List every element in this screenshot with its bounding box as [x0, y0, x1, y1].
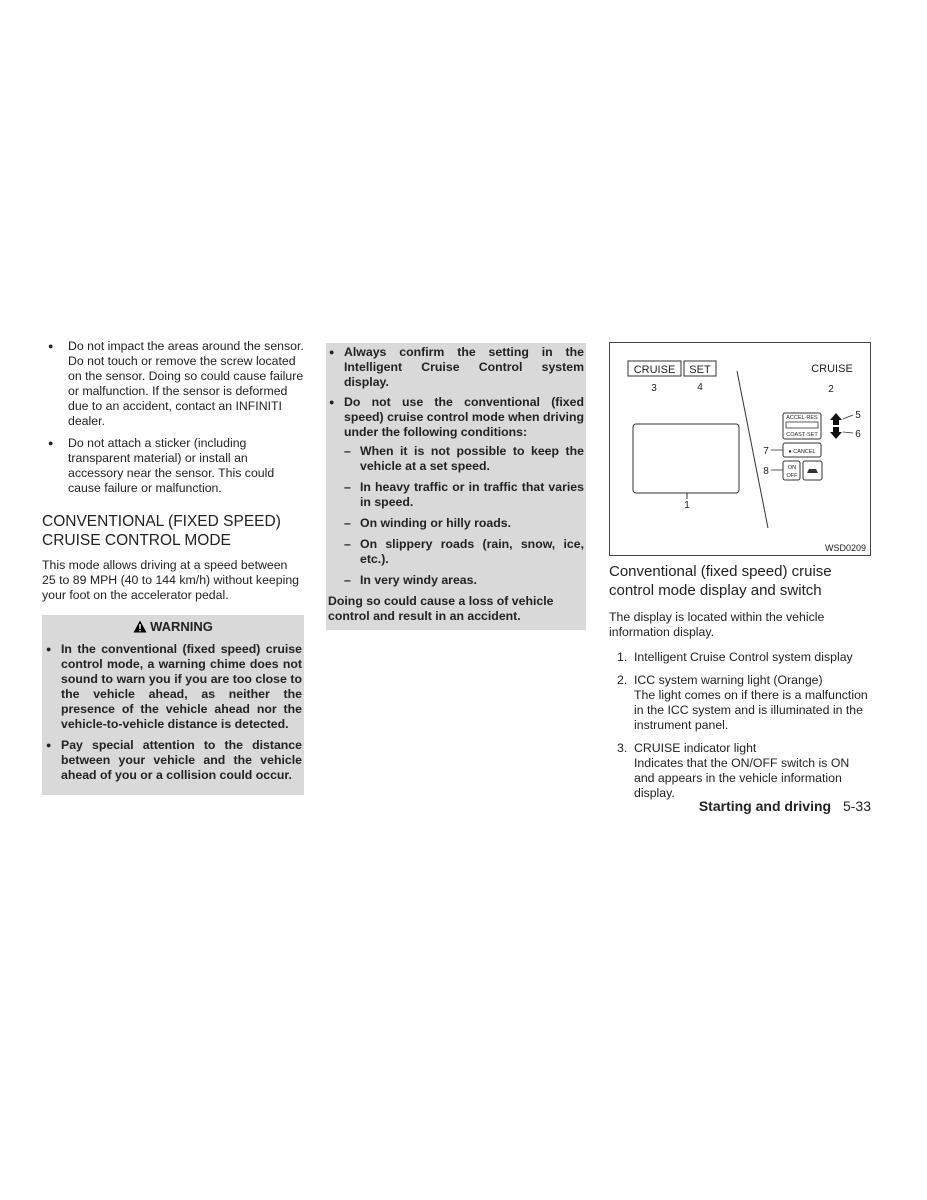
section-intro: This mode allows driving at a speed between 25 to 89 MPH (40 to 144 km/h) without keeping your foot on the accelerator pedal.: [42, 558, 300, 602]
callout-8: 8: [763, 466, 769, 477]
legend-item: [609, 673, 871, 733]
legend-description: Indicates that the ON/OFF switch is ON and appears in the vehicle information display.: [634, 756, 850, 800]
caution-box: [326, 343, 586, 630]
warning-header: [44, 619, 302, 636]
legend-number: 3.: [617, 741, 628, 755]
set-box-label: SET: [689, 364, 711, 376]
section-name: Starting and driving: [698, 798, 832, 814]
warning-triangle-icon: [133, 620, 147, 636]
list-item: ● Do not attach a sticker (including transparent material) or install an accessory near the sensor. This could cause failure or malfunction.: [42, 436, 304, 496]
accel-res-label: ACCEL·RES: [786, 415, 818, 421]
legend-item: [609, 650, 871, 665]
list-item: ● Pay special attention to the distance between your vehicle and the vehicle ahead of you or a collision could occur.: [44, 738, 302, 783]
display-intro: The display is located within the vehicle information display.: [609, 610, 825, 639]
list-item-text: Do not use the conventional (fixed speed) cruise control mode when driving under the following conditions:: [344, 395, 584, 439]
legend-item: [609, 741, 871, 801]
section-heading: CONVENTIONAL (FIXED SPEED) CRUISE CONTROL MODE: [42, 513, 281, 549]
caution-closing: Doing so could cause a loss of vehicle control and result in an accident.: [328, 594, 554, 623]
condition-item: – On slippery roads (rain, snow, ice, etc.).: [344, 537, 584, 567]
list-item: ● Always confirm the setting in the Intelligent Cruise Control system display.: [328, 345, 584, 390]
legend-list: [609, 650, 871, 801]
callout-3: 3: [651, 383, 657, 394]
figure-caption: Conventional (fixed speed) cruise control mode display and switch: [609, 563, 832, 599]
callout-5: 5: [855, 410, 861, 421]
legend-number: 2.: [617, 673, 628, 687]
legend-number: 1.: [617, 650, 628, 664]
warning-box: [42, 615, 304, 795]
condition-item: – When it is not possible to keep the vehicle at a set speed.: [344, 444, 584, 474]
warning-list: [44, 642, 302, 783]
legend-title: CRUISE indicator light: [634, 741, 757, 755]
callout-7: 7: [763, 446, 769, 457]
condition-item: – In heavy traffic or in traffic that varies in speed.: [344, 480, 584, 510]
cruise-display-figure: [609, 342, 871, 556]
cruise-box-label: CRUISE: [633, 364, 676, 376]
caution-list: [328, 345, 584, 588]
list-item: ● In the conventional (fixed speed) cruise control mode, a warning chime does not sound to warn you if you are too close to the vehicle ahead, as neither the presence of the vehicle ahead nor the vehicle-to-vehicle distance is detected.: [44, 642, 302, 732]
arrow-down-icon: [830, 427, 842, 439]
legend-description: The light comes on if there is a malfunction in the ICC system and is illuminated in the instrument panel.: [634, 688, 868, 732]
callout-2: 2: [828, 384, 834, 395]
conditions-list: [344, 444, 584, 588]
callout-6: 6: [855, 429, 861, 440]
column-right: [609, 342, 871, 809]
legend-title: ICC system warning light (Orange): [634, 673, 823, 687]
column-left: [42, 339, 304, 795]
page-footer: [699, 798, 871, 814]
condition-item: – On winding or hilly roads.: [344, 516, 584, 531]
callout-1: 1: [684, 500, 690, 511]
figure-illustration: [610, 343, 870, 555]
cancel-label: ● CANCEL: [788, 449, 816, 455]
column-middle: [326, 343, 586, 630]
warning-title: WARNING: [150, 619, 213, 634]
condition-item: – In very windy areas.: [344, 573, 584, 588]
callout-4: 4: [697, 382, 703, 393]
list-item: ● Do not impact the areas around the sensor. Do not touch or remove the screw located on the sensor. Doing so could cause failure or malfunction. If the sensor is deformed due to an accident, contact an INFINITI dealer.: [42, 339, 304, 429]
icc-display-screen: [633, 424, 739, 493]
arrow-up-icon: [830, 413, 842, 425]
figure-code: WSD0209: [824, 543, 866, 553]
coast-set-label: COAST·SET: [786, 432, 818, 438]
cruise-warning-label: CRUISE: [811, 363, 853, 375]
list-item: [328, 395, 584, 588]
on-label: ON: [787, 465, 797, 471]
vehicle-distance-icon: [807, 469, 818, 473]
legend-title: Intelligent Cruise Control system display: [634, 650, 853, 664]
sensor-caution-list: [42, 339, 304, 496]
page-number: 5-33: [842, 798, 871, 814]
off-label: OFF: [786, 473, 798, 479]
